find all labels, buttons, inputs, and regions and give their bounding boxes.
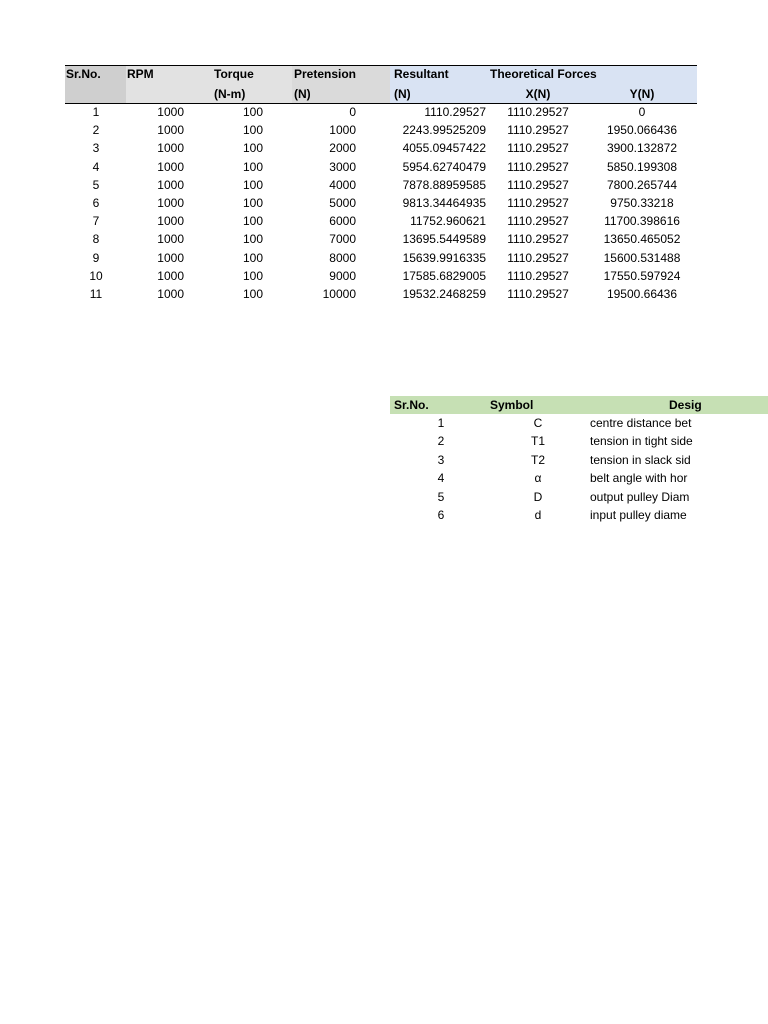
cell-srno: 4 — [92, 159, 100, 174]
cell-pretension: 9000 — [329, 268, 356, 283]
cell-torque: 100 — [242, 123, 263, 138]
cell-y-force: 1950.066436 — [606, 123, 678, 138]
cell-symbol: D — [533, 489, 543, 504]
cell-resultant: 4055.09457422 — [402, 141, 486, 156]
cell-x-force: 1110.29527 — [507, 250, 569, 265]
header-torque-unit: (N-m) — [214, 87, 246, 101]
cell-torque: 100 — [242, 232, 263, 247]
cell-torque: 100 — [242, 159, 263, 174]
cell-srno: 5 — [437, 489, 445, 504]
cell-srno: 1 — [92, 105, 100, 119]
cell-rpm: 1000 — [157, 214, 184, 229]
header-resultant-unit: (N) — [394, 87, 411, 101]
cell-y-force: 9750.33218 — [610, 196, 674, 210]
cell-x-force: 1110.29527 — [507, 287, 569, 301]
header-y-force: Y(N) — [629, 87, 655, 101]
cell-srno: 6 — [437, 508, 445, 522]
cell-torque: 100 — [242, 250, 263, 265]
cell-y-force: 13650.465052 — [603, 232, 681, 247]
symbols-header-srno: Sr.No. — [394, 398, 429, 412]
cell-pretension: 2000 — [329, 141, 356, 156]
cell-symbol: T1 — [530, 434, 545, 449]
cell-x-force: 1110.29527 — [507, 232, 569, 247]
cell-y-force: 15600.531488 — [603, 250, 681, 265]
cell-torque: 100 — [242, 196, 263, 210]
cell-pretension: 10000 — [322, 287, 356, 301]
cell-designation: tension in slack sid — [590, 452, 691, 467]
cell-srno: 6 — [92, 196, 100, 210]
cell-x-force: 1110.29527 — [507, 196, 569, 210]
header-torque: Torque — [214, 67, 254, 81]
cell-x-force: 1110.29527 — [507, 141, 569, 156]
header-rpm: RPM — [127, 67, 154, 81]
cell-srno: 8 — [92, 232, 100, 247]
cell-designation: output pulley Diam — [590, 489, 690, 504]
cell-srno: 10 — [89, 268, 103, 283]
cell-pretension: 1000 — [329, 123, 356, 138]
header-pretension: Pretension — [294, 67, 357, 81]
cell-resultant: 5954.62740479 — [402, 159, 486, 174]
cell-pretension: 4000 — [329, 177, 356, 192]
cell-y-force: 0 — [638, 105, 646, 119]
cell-x-force: 1110.29527 — [507, 214, 569, 229]
symbols-header-symbol: Symbol — [490, 398, 534, 412]
cell-torque: 100 — [242, 141, 263, 156]
cell-y-force: 3900.132872 — [606, 141, 678, 156]
cell-resultant: 11752.960621 — [410, 214, 486, 229]
header-x-force: X(N) — [525, 87, 551, 101]
cell-pretension: 3000 — [329, 159, 356, 174]
symbols-header-designation: Desig — [669, 398, 702, 412]
cell-designation: belt angle with hor — [590, 471, 688, 486]
cell-y-force: 17550.597924 — [603, 268, 681, 283]
cell-srno: 2 — [437, 434, 445, 449]
cell-symbol: d — [534, 508, 542, 522]
cell-y-force: 11700.398616 — [604, 214, 680, 229]
cell-torque: 100 — [242, 287, 263, 301]
cell-x-force: 1110.29527 — [507, 159, 569, 174]
cell-pretension: 6000 — [329, 214, 356, 229]
cell-resultant: 19532.2468259 — [402, 287, 486, 301]
cell-x-force: 1110.29527 — [507, 268, 569, 283]
cell-pretension: 0 — [349, 105, 356, 119]
cell-pretension: 7000 — [329, 232, 356, 247]
cell-rpm: 1000 — [157, 287, 184, 301]
cell-srno: 3 — [92, 141, 100, 156]
cell-pretension: 5000 — [329, 196, 356, 210]
cell-y-force: 5850.199308 — [606, 159, 678, 174]
header-pretension-unit: (N) — [294, 87, 311, 101]
cell-rpm: 1000 — [157, 196, 184, 210]
cell-symbol: T2 — [530, 452, 545, 467]
cell-srno: 7 — [92, 214, 100, 229]
cell-x-force: 1110.29527 — [507, 177, 569, 192]
cell-rpm: 1000 — [157, 123, 184, 138]
cell-designation: centre distance bet — [590, 416, 692, 430]
cell-srno: 3 — [437, 452, 445, 467]
cell-srno: 5 — [92, 177, 100, 192]
cell-srno: 2 — [92, 123, 100, 138]
header-srno: Sr.No. — [66, 67, 101, 81]
header-resultant: Resultant — [394, 67, 449, 81]
cell-torque: 100 — [242, 105, 263, 119]
cell-rpm: 1000 — [157, 268, 184, 283]
cell-designation: tension in tight side — [590, 434, 693, 449]
cell-pretension: 8000 — [329, 250, 356, 265]
cell-rpm: 1000 — [157, 159, 184, 174]
cell-x-force: 1110.29527 — [507, 105, 569, 119]
cell-rpm: 1000 — [157, 250, 184, 265]
cell-srno: 11 — [89, 287, 103, 301]
cell-y-force: 19500.66436 — [606, 287, 678, 301]
cell-x-force: 1110.29527 — [507, 123, 569, 138]
cell-symbol: C — [533, 416, 543, 430]
cell-resultant: 15639.9916335 — [402, 250, 486, 265]
cell-srno: 1 — [437, 416, 445, 430]
cell-rpm: 1000 — [157, 232, 184, 247]
header-theoretical-forces: Theoretical Forces — [490, 67, 597, 81]
cell-torque: 100 — [242, 177, 263, 192]
cell-designation: input pulley diame — [590, 508, 687, 522]
cell-resultant: 2243.99525209 — [402, 123, 486, 138]
cell-srno: 4 — [437, 471, 445, 486]
cell-torque: 100 — [242, 268, 263, 283]
cell-resultant: 9813.34464935 — [402, 196, 486, 210]
cell-y-force: 7800.265744 — [606, 177, 678, 192]
cell-rpm: 1000 — [157, 105, 184, 119]
cell-symbol: α — [534, 471, 542, 486]
cell-resultant: 13695.5449589 — [402, 232, 486, 247]
cell-resultant: 1110.29527 — [424, 105, 486, 119]
cell-rpm: 1000 — [157, 177, 184, 192]
cell-srno: 9 — [92, 250, 100, 265]
cell-torque: 100 — [242, 214, 263, 229]
cell-resultant: 17585.6829005 — [402, 268, 486, 283]
cell-rpm: 1000 — [157, 141, 184, 156]
cell-resultant: 7878.88959585 — [402, 177, 486, 192]
